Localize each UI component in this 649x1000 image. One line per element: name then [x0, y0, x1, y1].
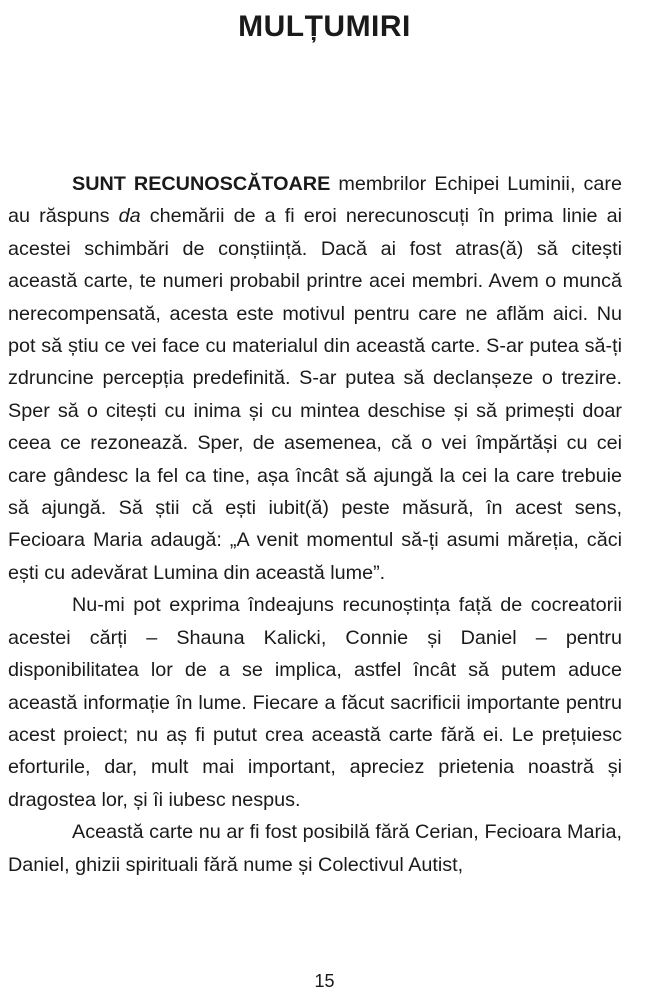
emphasis-word: da — [118, 205, 141, 228]
paragraph-2: Nu-mi pot exprima îndeajuns recunoștința față de cocreatorii acestei cărți – Shauna Kalicki, Connie și Daniel – pentru disponibilitatea lor de a se implica, astfel încât să putem aduce această informație în lume. Fiecare a făcut sacrificii importante pentru acest proiect; nu aș fi putut crea această carte fără ei. Le prețuiesc eforturile, dar, mult mai important, apreciez prietenia noastră și dragostea lor, și îi iubesc nespus. — [8, 594, 622, 811]
paragraph-lead-in: SUNT RECUNOSCĂTOARE — [72, 173, 331, 195]
paragraph-1-text-a: membrilor Echipei Luminii, care au răspuns — [8, 173, 622, 228]
page-number: 15 — [314, 971, 335, 991]
paragraph-3: Această carte nu ar fi fost posibilă fără Cerian, Fecioara Maria, Daniel, ghizii spirituali fără nume și Colectivul Autist, — [8, 821, 622, 876]
paragraph-1 — [8, 168, 622, 589]
paragraph-1-text-b: chemării de a fi eroi nerecunoscuți în prima linie ai acestei schimbări de conștiință. Dacă ai fost atras(ă) să citești această carte, te numeri probabil printre acei membri. Avem o muncă nerecompensată, acesta este motivul pentru care ne aflăm aici. Nu pot să știu ce vei face cu materialul din această carte. S-ar putea să-ți zdruncine percepția predefinită. S-ar putea să declanșeze o trezire. Sper să o citești cu inima și cu mintea deschise și să primești doar ceea ce rezonează. Sper, de asemenea, că o vei împărtăși cu cei care gândesc la fel ca tine, așa încât să ajungă la cei la care trebuie să ajungă. Să știi că ești iubit(ă) peste măsură, în acest sens, Fecioara Maria adaugă: „A venit momentul să-ți asumi măreția, căci ești cu adevărat Lumina din această lume”. — [8, 205, 622, 584]
page-title: MULȚUMIRI — [238, 10, 411, 43]
body-text — [8, 168, 622, 881]
